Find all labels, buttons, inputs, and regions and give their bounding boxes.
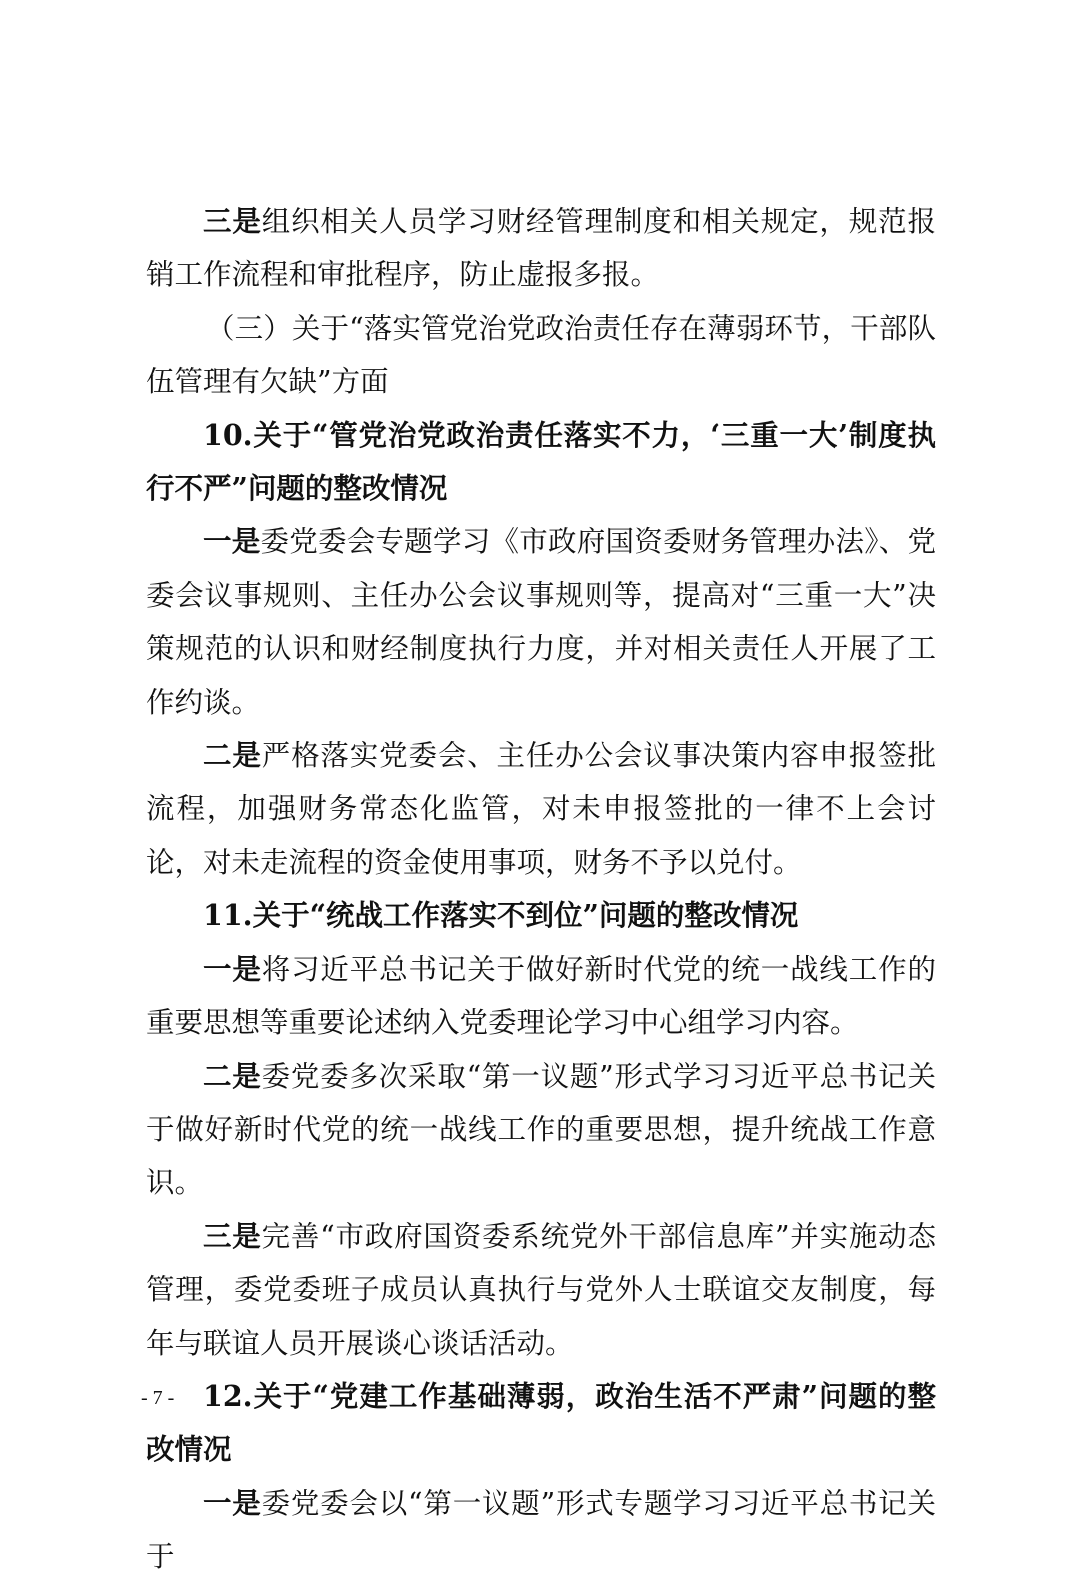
paragraph-lead: 二是 (203, 738, 262, 773)
paragraph-text: （三）关于“落实管党治党政治责任存在薄弱环节，干部队伍管理有欠缺”方面 (146, 311, 936, 399)
paragraph-item (146, 1477, 936, 1584)
paragraph-lead: 三是 (203, 204, 262, 238)
paragraph-text: 10.关于“管党治党政治责任落实不力，‘三重一大’制度执行不严”问题的整改情况 (146, 417, 936, 506)
issue-heading (146, 409, 936, 516)
paragraph-text: 组织相关人员学习财经管理制度和相关规定，规范报销工作流程和审批程序，防止虚报多报。 (146, 205, 936, 292)
paragraph-item (146, 515, 936, 729)
paragraph-text: 11.关于“统战工作落实不到位”问题的整改情况 (203, 898, 799, 933)
paragraph-text: 委党委多次采取“第一议题”形式学习习近平总书记关于做好新时代党的统一战线工作的重要思想，提升统战工作意识。 (146, 1059, 936, 1200)
paragraph-item (146, 1050, 936, 1210)
paragraph-text: 将习近平总书记关于做好新时代党的统一战线工作的重要思想等重要论述纳入党委理论学习中心组学习内容。 (146, 952, 936, 1040)
paragraph-lead: 一是 (203, 1485, 262, 1520)
paragraph-text: 完善“市政府国资委系统党外干部信息库”并实施动态管理，委党委班子成员认真执行与党外人士联谊交友制度，每年与联谊人员开展谈心谈话活动。 (146, 1219, 936, 1360)
paragraph-item (146, 195, 936, 302)
paragraph-item (146, 729, 936, 889)
paragraph-lead: 一是 (203, 951, 262, 986)
document-body (146, 195, 936, 1584)
paragraph-text: 严格落实党委会、主任办公会议事决策内容申报签批流程，加强财务常态化监管，对未申报签批的一律不上会讨论，对未走流程的资金使用事项，财务不予以兑付。 (146, 739, 936, 879)
paragraph-text: 委党委会以“第一议题”形式专题学习习近平总书记关于 (146, 1486, 936, 1574)
paragraph-text: 委党委会专题学习《市政府国资委财务管理办法》、党委会议事规则、主任办公会议事规则等，提高对“三重一大”决策规范的认识和财经制度执行力度，并对相关责任人开展了工作约谈。 (146, 525, 936, 719)
paragraph-item (146, 943, 936, 1050)
section-heading (146, 302, 936, 409)
issue-heading (146, 889, 936, 942)
issue-heading (146, 1370, 936, 1477)
paragraph-lead: 一是 (203, 524, 261, 559)
paragraph-lead: 三是 (203, 1218, 262, 1253)
page-number: - 7 - (141, 1387, 175, 1409)
paragraph-item (146, 1210, 936, 1370)
paragraph-lead: 二是 (203, 1058, 262, 1093)
paragraph-text: 12.关于“党建工作基础薄弱，政治生活不严肃”问题的整改情况 (146, 1378, 936, 1467)
